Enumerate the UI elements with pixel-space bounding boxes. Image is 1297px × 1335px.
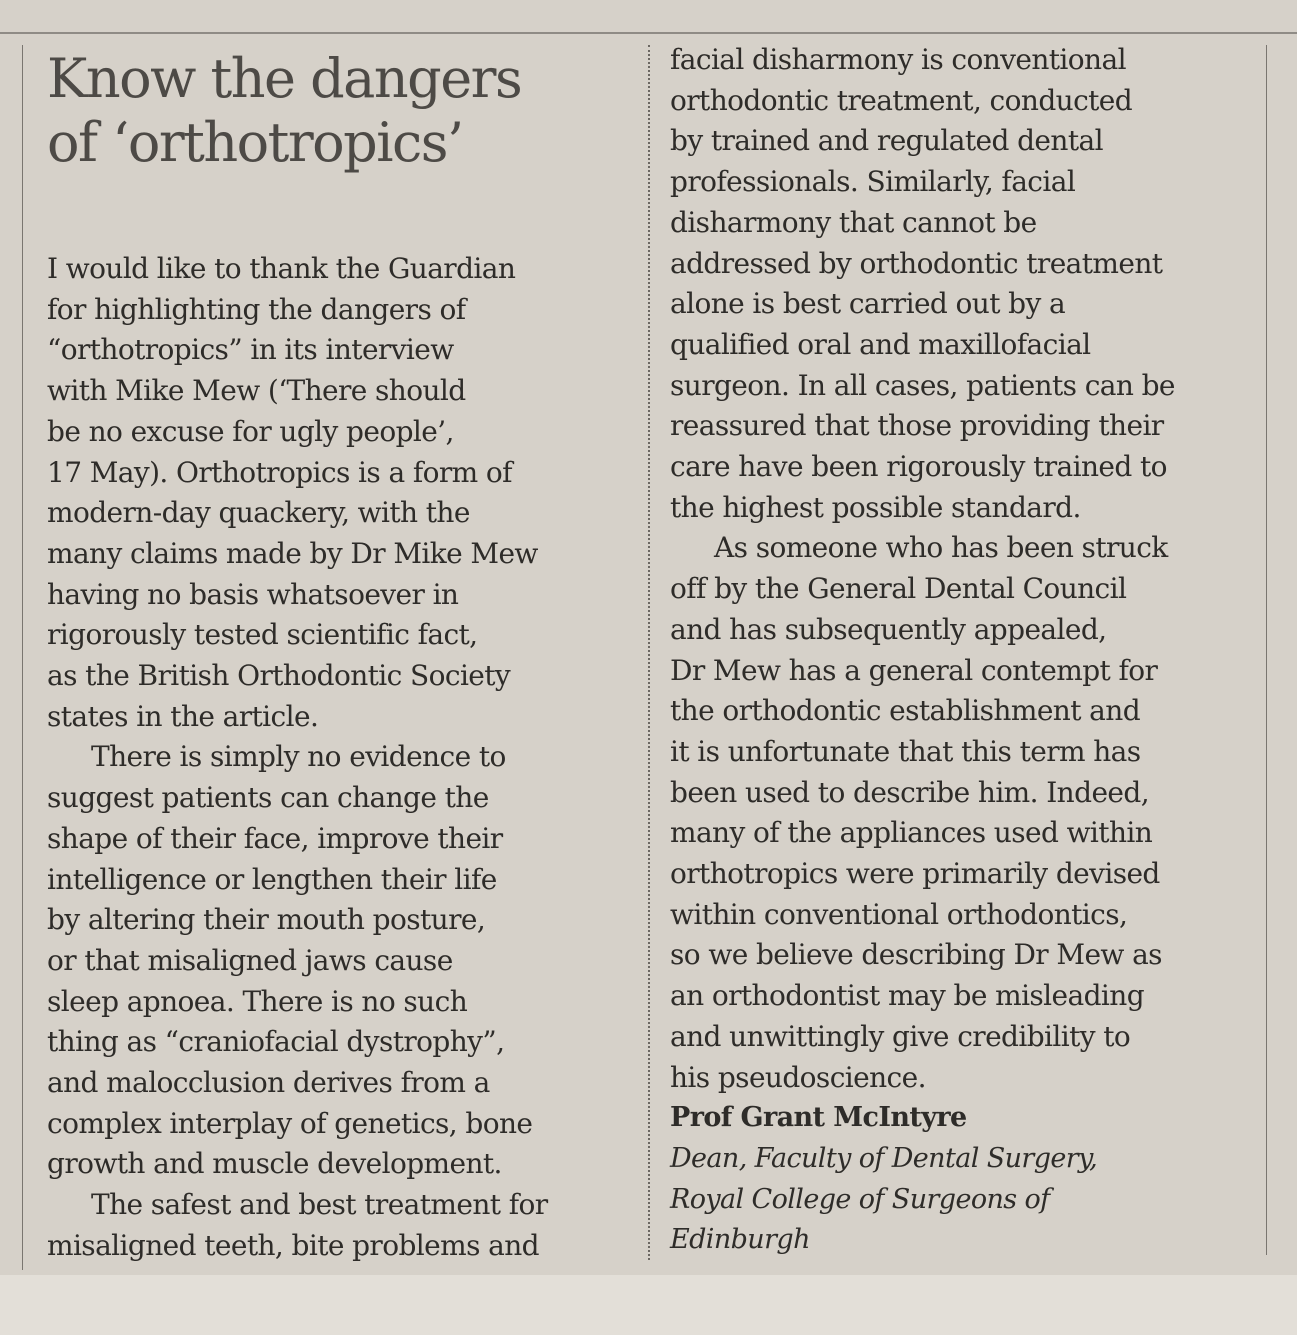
text-line: as the British Orthodontic Society	[47, 659, 511, 693]
text-line: rigorously tested scientific fact,	[47, 618, 478, 652]
text-line: with Mike Mew (‘There should	[47, 374, 466, 408]
text-line: professionals. Similarly, facial	[670, 165, 1076, 199]
text-line: intelligence or lengthen their life	[47, 862, 497, 896]
signature-name: Prof Grant McIntyre	[670, 1102, 967, 1134]
text-line: “orthotropics” in its interview	[47, 333, 454, 367]
text-line: by trained and regulated dental	[670, 124, 1103, 158]
text-line: sleep apnoea. There is no such	[47, 984, 468, 1018]
headline-line-1: Know the dangers	[47, 47, 522, 110]
text-line: off by the General Dental Council	[670, 572, 1127, 606]
text-line: many of the appliances used within	[670, 816, 1153, 850]
text-line: shape of their face, improve their	[47, 821, 503, 855]
text-line: surgeon. In all cases, patients can be	[670, 368, 1175, 402]
text-line: orthotropics were primarily devised	[670, 857, 1160, 891]
text-line: 17 May). Orthotropics is a form of	[47, 455, 512, 489]
text-line: There is simply no evidence to	[91, 740, 506, 774]
signature-role: Edinburgh	[670, 1224, 810, 1256]
text-line: be no excuse for ugly people’,	[47, 414, 454, 448]
text-line: suggest patients can change the	[47, 781, 489, 815]
text-line: disharmony that cannot be	[670, 205, 1037, 239]
text-line: reassured that those providing their	[670, 409, 1164, 443]
text-line: and unwittingly give credibility to	[670, 1019, 1131, 1053]
signature-role: Royal College of Surgeons of	[670, 1183, 1050, 1215]
text-line: the orthodontic establishment and	[670, 694, 1141, 728]
text-line: within conventional orthodontics,	[670, 897, 1128, 931]
text-line: As someone who has been struck	[714, 531, 1168, 565]
text-line: The safest and best treatment for	[91, 1188, 548, 1222]
text-line: and malocclusion derives from a	[47, 1066, 490, 1100]
text-line: I would like to thank the Guardian	[47, 252, 516, 285]
paper-margin	[0, 1275, 1297, 1335]
text-line: growth and muscle development.	[47, 1147, 502, 1181]
text-line: many claims made by Dr Mike Mew	[47, 536, 538, 570]
text-line: qualified oral and maxillofacial	[670, 327, 1091, 361]
text-line: for highlighting the dangers of	[47, 292, 466, 326]
left-column-body	[47, 249, 637, 1267]
column-divider	[648, 45, 650, 1260]
text-line: orthodontic treatment, conducted	[670, 83, 1133, 117]
text-line: Dr Mew has a general contempt for	[670, 653, 1158, 687]
right-column-body	[670, 40, 1260, 1261]
text-line: states in the article.	[47, 699, 319, 733]
text-line: by altering their mouth posture,	[47, 903, 486, 937]
text-line: care have been rigorously trained to	[670, 450, 1167, 484]
text-line: or that misaligned jaws cause	[47, 943, 453, 977]
text-line: complex interplay of genetics, bone	[47, 1106, 533, 1140]
right-column-rule	[1266, 45, 1267, 1255]
text-line: been used to describe him. Indeed,	[670, 775, 1150, 809]
text-line: thing as “craniofacial dystrophy”,	[47, 1025, 505, 1059]
text-line: having no basis whatsoever in	[47, 577, 459, 611]
text-line: facial disharmony is conventional	[670, 43, 1126, 76]
text-line: his pseudoscience.	[670, 1060, 926, 1094]
text-line: the highest possible standard.	[670, 490, 1081, 524]
text-line: it is unfortunate that this term has	[670, 734, 1141, 768]
text-line: modern-day quackery, with the	[47, 496, 470, 530]
signature-role: Dean, Faculty of Dental Surgery,	[670, 1142, 1098, 1174]
left-column-rule	[22, 45, 23, 1270]
text-line: addressed by orthodontic treatment	[670, 246, 1163, 280]
top-rule	[0, 32, 1297, 34]
text-line: misaligned teeth, bite problems and	[47, 1228, 539, 1262]
text-line: and has subsequently appealed,	[670, 612, 1107, 646]
text-line: alone is best carried out by a	[670, 287, 1066, 321]
headline-line-2: of ‘orthotropics’	[47, 111, 463, 174]
text-line: so we believe describing Dr Mew as	[670, 938, 1162, 972]
headline	[47, 47, 627, 175]
text-line: an orthodontist may be misleading	[670, 979, 1145, 1013]
